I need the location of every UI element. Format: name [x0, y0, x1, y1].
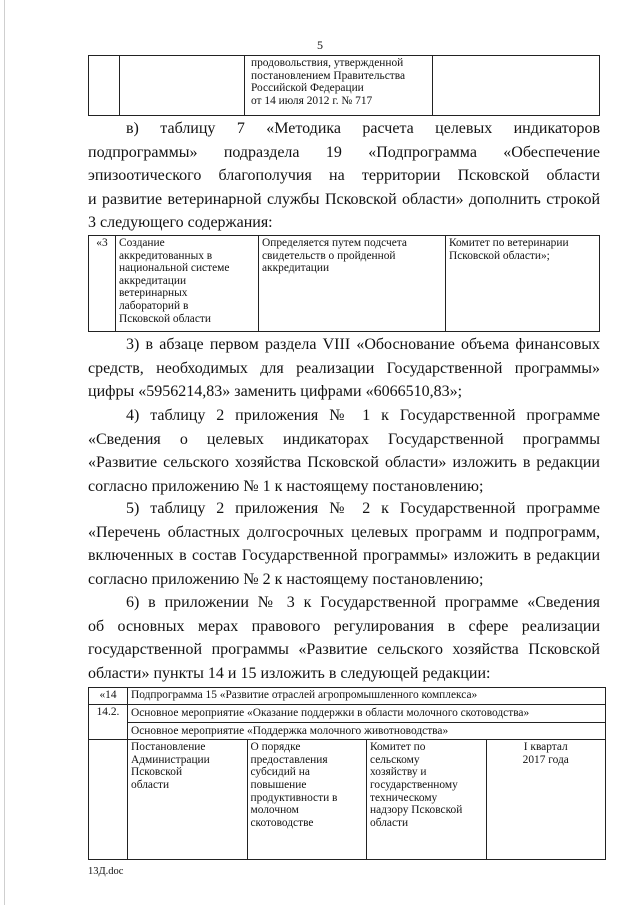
cell-line: 2017 года	[522, 753, 569, 766]
paragraph-line: согласно приложению № 2 к настоящему постановлению;	[88, 570, 484, 588]
cell-line: Постановление	[131, 741, 206, 754]
paragraph-line: цифры «5956214,83» заменить цифрами «6066510,83»;	[88, 383, 463, 401]
top-table	[88, 55, 600, 116]
table-v	[88, 235, 600, 332]
paragraph-line: 5) таблицу 2 приложения № 2 к Государственной программе	[126, 500, 600, 517]
top-table-cell-2	[245, 56, 433, 116]
scan-left-edge	[4, 0, 5, 905]
paragraph-line: «Перечень областных долгосрочных целевых программ и подпрограмм,	[88, 523, 600, 541]
paragraph-line: «Развитие сельского хозяйства Псковской области» изложить в редакции	[88, 454, 600, 472]
paragraph-v	[88, 117, 600, 235]
cell-line: лабораторий в	[119, 299, 189, 312]
paragraph-3	[88, 333, 600, 404]
top-table-cell-3	[433, 56, 600, 116]
cell-line: области	[370, 816, 409, 829]
cell-line: государственному	[370, 778, 458, 791]
table-v-col1	[116, 236, 259, 332]
row-detail-deadline	[486, 740, 606, 860]
cell-line: Создание	[119, 237, 165, 249]
table-v-col2	[259, 236, 446, 332]
top-table-cell-num	[89, 56, 120, 116]
paragraph-line: эпизоотического благополучия на территории Псковской области	[88, 167, 600, 185]
cell-line: Псковской области»;	[449, 249, 550, 262]
cell-line: аккредитации	[119, 274, 187, 287]
cell-line: сельскому	[370, 753, 420, 766]
row-detail-subject	[247, 740, 367, 860]
cell-line: субсидий на повышение	[250, 766, 310, 791]
row14-text: Подпрограмма 15 «Развитие отраслей агропромышленного комплекса»	[128, 688, 606, 705]
bottom-table	[88, 687, 606, 860]
row14-2-line1: Основное мероприятие «Оказание поддержки в области молочного скотоводства»	[128, 705, 605, 723]
paragraph-line: средств, необходимых для реализации Государственной программы»	[88, 359, 600, 377]
row14-2-line2: Основное мероприятие «Поддержка молочного животноводства»	[131, 724, 449, 737]
cell-line: продуктивности в молочном	[250, 791, 338, 817]
cell-line: О порядке предоставления	[250, 741, 328, 766]
top-table-cell-1	[120, 56, 245, 116]
cell-line: аккредитованных в	[119, 249, 213, 262]
row-detail-executor	[367, 740, 487, 860]
paragraph-line: «Сведения о целевых индикаторах Государственной программы	[88, 430, 600, 448]
cell-line: ветеринарных	[119, 287, 188, 300]
cell-line: техническому	[370, 791, 438, 804]
table-v-col3	[446, 236, 600, 332]
cell-line: I квартал	[523, 741, 568, 754]
cell-line: надзору Псковской	[370, 804, 463, 817]
cell-line: свидетельств о пройденной	[262, 249, 396, 262]
paragraph-line: согласно приложению № 1 к настоящему постановлению;	[88, 477, 484, 495]
paragraph-line: об основных мерах правового регулирования в сфере реализации	[88, 617, 600, 635]
paragraph-6	[88, 591, 600, 685]
row-detail-num	[89, 740, 128, 860]
page-number: 5	[317, 38, 323, 52]
cell-line: Администрации	[131, 753, 210, 766]
paragraph-line: включенных в состав Государственной программы» изложить в редакции	[88, 547, 600, 565]
paragraph-line: 4) таблицу 2 приложения № 1 к Государственной программе	[126, 407, 600, 424]
cell-line: аккредитации	[262, 262, 330, 275]
top-table-line: Российской Федерации	[251, 82, 364, 95]
cell-line: скотоводстве	[250, 816, 314, 829]
row14-num: «14	[89, 688, 128, 705]
paragraph-line: и развитие ветеринарной службы Псковской области» дополнить строкой	[88, 190, 600, 208]
top-table-line: продовольствия, утвержденной	[251, 57, 404, 69]
top-table-line: от 14 июля 2012 г. № 717	[251, 94, 373, 107]
table-v-num: «3	[89, 236, 116, 332]
paragraph-line: в) таблицу 7 «Методика расчета целевых индикаторов	[126, 120, 600, 137]
row-detail-act	[128, 740, 248, 860]
row14-2-num: 14.2.	[89, 705, 128, 740]
cell-line: национальной системе	[119, 262, 230, 275]
cell-line: Комитет по	[370, 741, 426, 754]
footer-filename: 13Д.doc	[88, 866, 124, 877]
cell-line: хозяйству и	[370, 766, 427, 779]
paragraph-line: государственной программы «Развитие сельского хозяйства Псковской	[88, 641, 600, 659]
top-table-line: постановлением Правительства	[251, 69, 406, 82]
paragraph-4	[88, 404, 600, 498]
paragraph-line: подпрограммы» подраздела 19 «Подпрограмма «Обеспечение	[88, 143, 600, 161]
cell-line: Комитет по ветеринарии	[449, 237, 569, 249]
cell-line: Псковской	[131, 766, 183, 779]
paragraph-5	[88, 497, 600, 591]
cell-line: Определяется путем подсчета	[262, 237, 407, 249]
paragraph-line: 3 следующего содержания:	[88, 214, 273, 232]
paragraph-line: 6) в приложении № 3 к Государственной программе «Сведения	[126, 594, 600, 611]
cell-line: области	[131, 778, 170, 791]
row14-2-text	[128, 705, 606, 740]
paragraph-line: области» пункты 14 и 15 изложить в следующей редакции:	[88, 664, 491, 682]
cell-line: Псковской области	[119, 312, 211, 325]
paragraph-line: 3) в абзаце первом раздела VIII «Обоснование объема финансовых	[126, 336, 600, 353]
